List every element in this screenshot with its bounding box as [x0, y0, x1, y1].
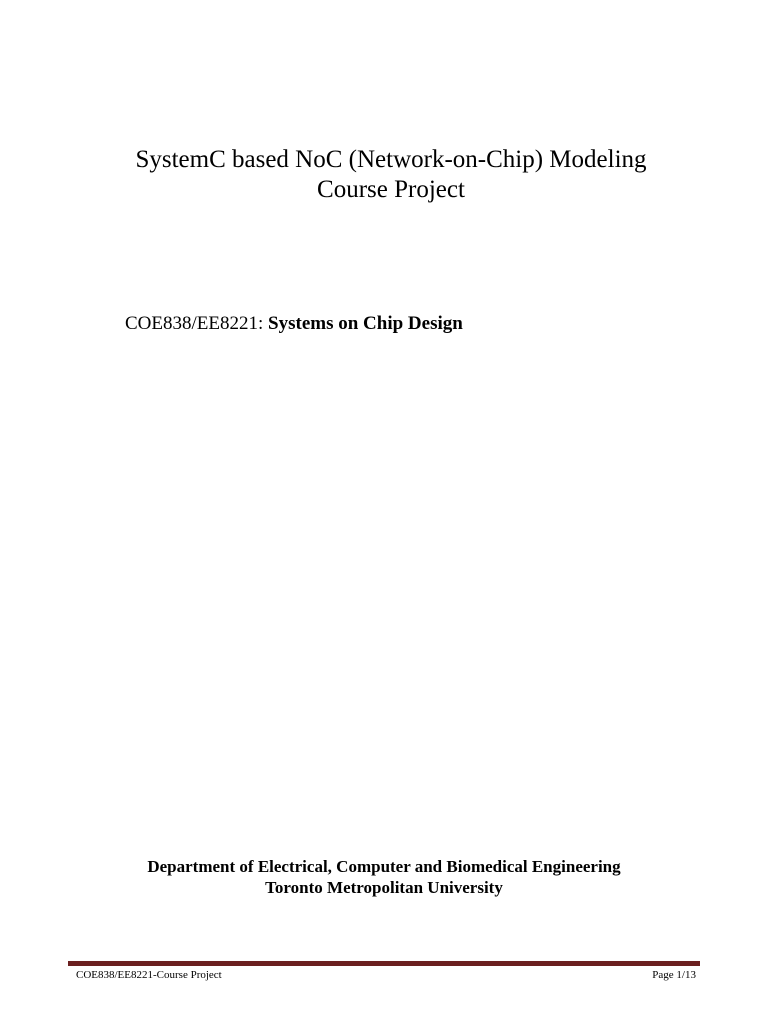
university-name: Toronto Metropolitan University [265, 878, 503, 897]
course-code: COE838/EE8221 [125, 313, 258, 334]
title-line-1: SystemC based NoC (Network-on-Chip) Modeling [135, 146, 647, 173]
title-line-2: Course Project [317, 176, 465, 203]
course-heading [125, 312, 463, 336]
footer-page-number: Page 1/13 [652, 969, 696, 981]
department-name: Department of Electrical, Computer and Biomedical Engineering [147, 857, 621, 876]
document-title [0, 145, 768, 205]
course-name: Systems on Chip Design [268, 313, 463, 334]
institution-block [0, 856, 768, 898]
footer-course-label: COE838/EE8221-Course Project [76, 969, 222, 981]
course-separator: : [258, 313, 269, 334]
footer-rule [68, 961, 700, 966]
